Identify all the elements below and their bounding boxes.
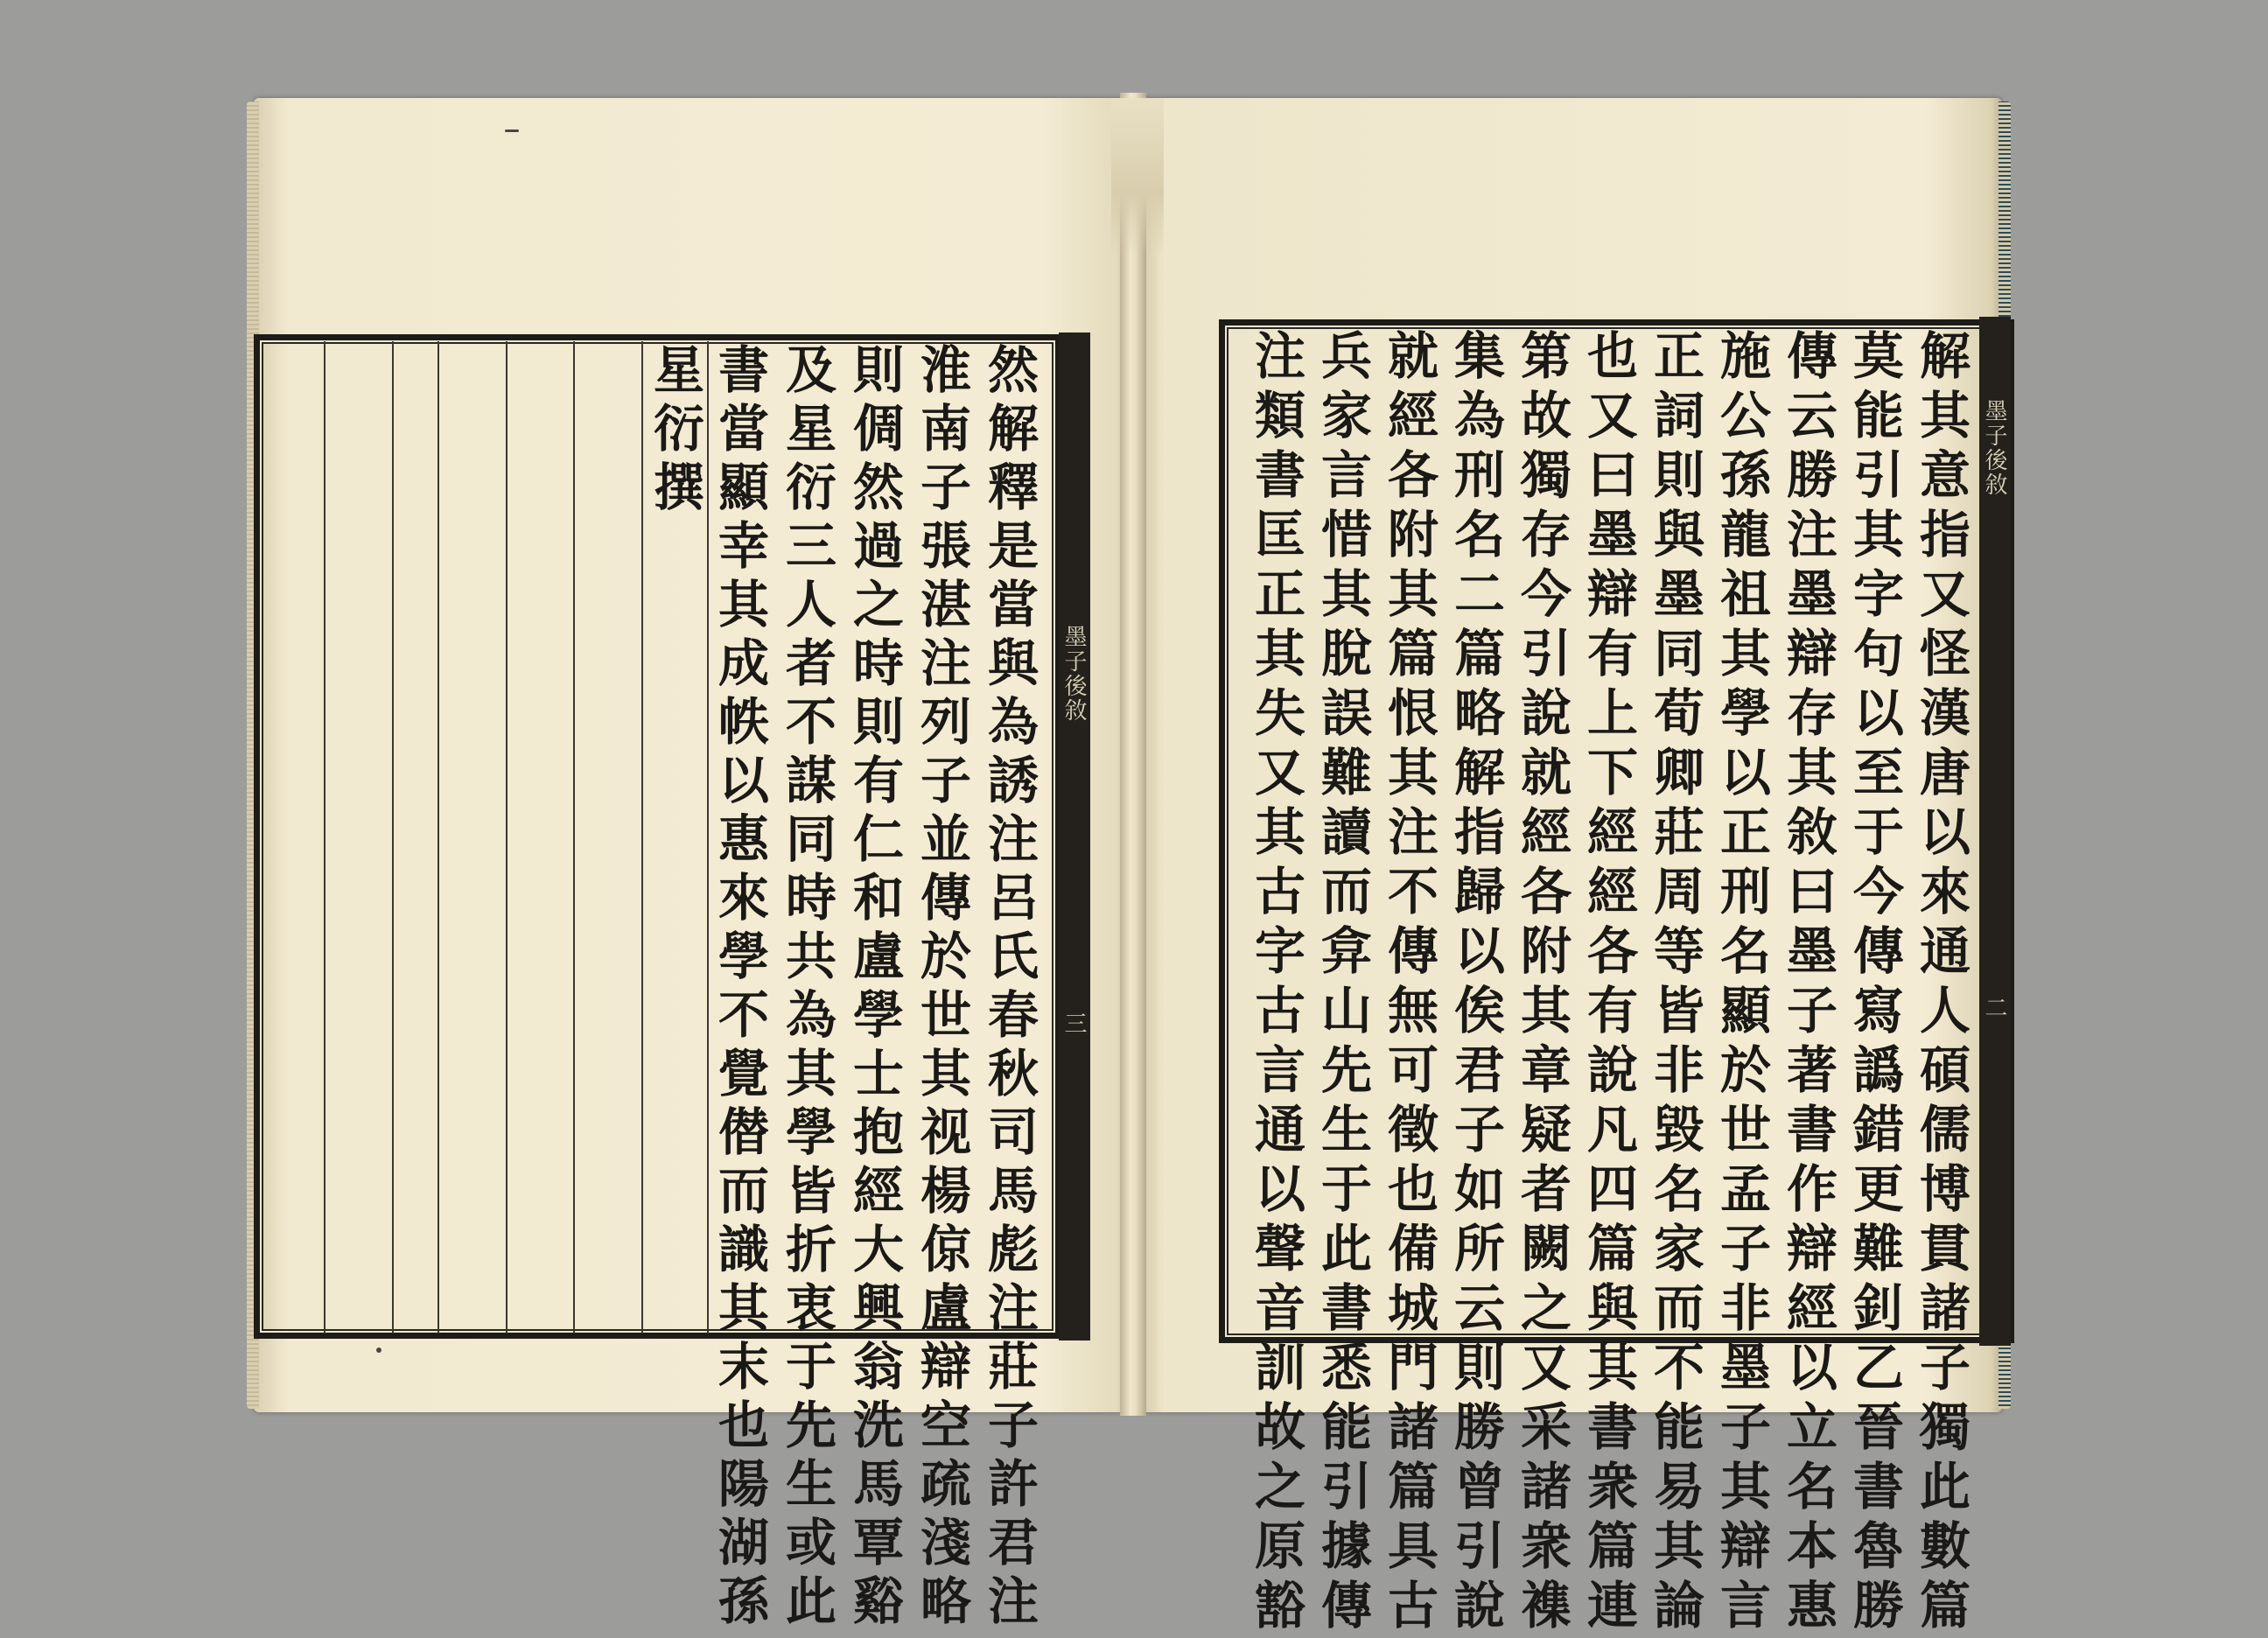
text-column: 則倜然過之時則有仁和盧學士抱經大興翁洗馬覃谿 [844,343,904,1633]
text-column: 然解釋是當與為誘注呂氏春秋司馬彪注莊子許君注 [979,343,1039,1633]
column-rule [438,341,439,1334]
fold-strip-title: 墨子後敘 [1060,625,1087,723]
text-column: 書當顯幸其成帙以惠來學不覺僣而識其末也陽湖孫 [710,343,769,1633]
text-column: 解其意指又怪漢唐以來通人碩儒博貫諸子獨此數篇 [1911,329,1970,1638]
book-spine-gutter [1120,93,1146,1416]
fold-strip-page-number: 二 [1981,996,2007,1020]
left-page-fold-strip [1059,332,1090,1340]
ink-speck [505,130,519,132]
text-column: 集為刑名二篇略解指歸以俟君子如所云則勝曾引說 [1446,329,1505,1638]
column-rule [573,341,575,1334]
text-column: 兵家言惜其脫誤難讀而弇山先生于此書悉能引據傳 [1312,329,1372,1638]
text-column: 傳云勝注墨辯存其敘曰墨子著書作辯經以立名本惠 [1778,329,1838,1638]
text-column: 莫能引其字句以至于今傳寫譌錯更難釗乙晉書魯勝 [1844,329,1904,1638]
fold-strip-title: 墨子後敘 [1981,399,2007,497]
text-column: 施公孫龍祖其學以正刑名顯於世孟子非墨子其辯言 [1712,329,1771,1638]
column-rule [506,341,508,1334]
text-column: 就經各附其篇恨其注不傳無可徵也備城門諸篇具古 [1379,329,1438,1638]
fold-strip-page-number: 三 [1060,1012,1087,1036]
text-column: 注類書匡正其失又其古字古言通以聲音訓故之原豁 [1246,329,1306,1638]
column-rule [324,341,326,1334]
torn-spine-paper [1111,98,1164,256]
text-column: 淮南子張湛注列子並傳於世其视楊倞盧辯空疏淺略 [912,343,971,1633]
right-page-fold-strip [1979,317,2011,1346]
text-column: 及星衍三人者不謀同時共為其學皆折衷于先生或此 [777,343,836,1633]
text-column: 星衍撰 [645,343,704,519]
text-column: 也又曰墨辯有上下經經各有說凡四篇與其書衆篇連 [1578,329,1638,1638]
column-rule [392,341,394,1334]
text-column: 正詞則與墨同荀卿莊周等皆非毀名家而不能易其論 [1645,329,1704,1638]
ink-speck [376,1348,382,1353]
text-column: 第故獨存今引說就經各附其章疑者闕之又采諸衆襍 [1512,329,1572,1638]
